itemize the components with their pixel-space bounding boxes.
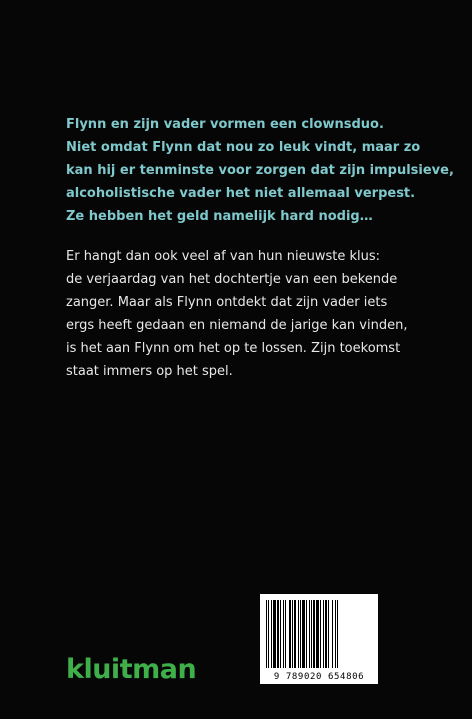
description-line: zanger. Maar als Flynn ontdekt dat zijn vader iets [66, 295, 388, 310]
isbn-barcode [260, 594, 378, 684]
barcode-bars [266, 600, 372, 668]
blurb-line: kan hij er tenminste voor zorgen dat zijn impulsieve, [66, 163, 454, 178]
description-line: ergs heeft gedaan en niemand de jarige kan vinden, [66, 318, 408, 333]
barcode-bar [266, 600, 267, 668]
barcode-bar [277, 600, 279, 668]
isbn-number: 9 789020 654806 [273, 672, 365, 682]
barcode-bar [289, 600, 291, 668]
barcode-bar [273, 600, 276, 668]
barcode-bar [337, 600, 338, 668]
barcode-bar [316, 600, 319, 668]
barcode-bar [300, 600, 301, 668]
barcode-bar [306, 600, 307, 668]
description-line: de verjaardag van het dochtertje van een bekende [66, 272, 398, 287]
barcode-bar [332, 600, 333, 668]
description-text [66, 245, 406, 383]
publisher-logo: kluitman [66, 654, 197, 685]
barcode-bar [292, 600, 293, 668]
barcode-bar [302, 600, 305, 668]
description-line: staat immers op het spel. [66, 364, 233, 379]
barcode-bar [268, 600, 269, 668]
barcode-bar [325, 600, 327, 668]
barcode-bar [283, 600, 284, 668]
barcode-bar [335, 600, 336, 668]
barcode-bar [320, 600, 321, 668]
barcode-bar [313, 600, 315, 668]
blurb-line: Flynn en zijn vader vormen een clownsduo. [66, 117, 384, 132]
barcode-bar [311, 600, 312, 668]
blurb-line: alcoholistische vader het niet allemaal verpest. [66, 186, 416, 201]
barcode-bar [328, 600, 329, 668]
barcode-bar [294, 600, 296, 668]
barcode-bar [271, 600, 272, 668]
description-line: Er hangt dan ook veel af van hun nieuwste klus: [66, 249, 381, 264]
barcode-bar [285, 600, 286, 668]
barcode-bar [280, 600, 281, 668]
barcode-bar [323, 600, 324, 668]
blurb-line: Niet omdat Flynn dat nou zo leuk vindt, maar zo [66, 140, 421, 155]
description-line: is het aan Flynn om het op te lossen. Zijn toekomst [66, 341, 401, 356]
blurb-line: Ze hebben het geld namelijk hard nodig… [66, 209, 373, 224]
blurb-text [66, 113, 454, 228]
barcode-bar [309, 600, 310, 668]
barcode-bar [298, 600, 299, 668]
